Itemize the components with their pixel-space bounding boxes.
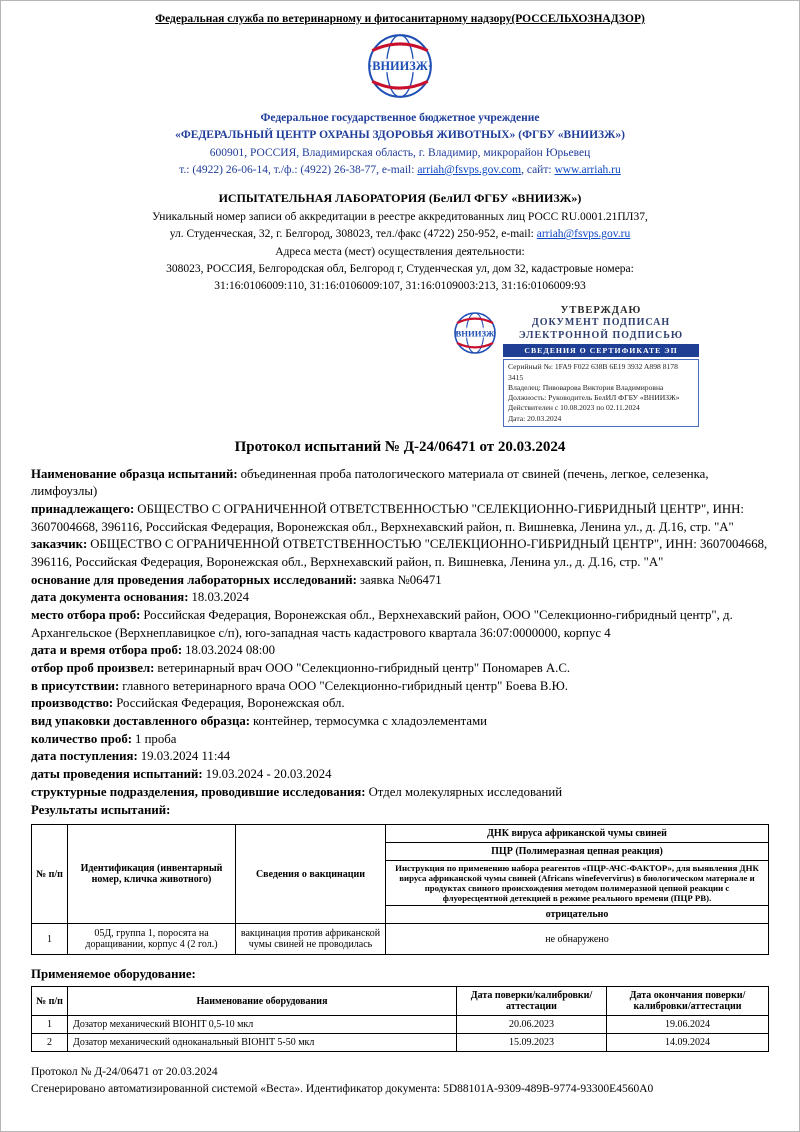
footer-protocol-ref: Протокол № Д-24/06471 от 20.03.2024	[31, 1066, 218, 1079]
activity-address-1: 308023, РОССИЯ, Белгородская обл, Белгород г, Студенческая ул, дом 32, кадастровые номера:	[166, 262, 634, 275]
field-value: главного ветеринарного врача ООО "Селекционно-гибридный центр" Боева В.Ю.	[122, 678, 568, 693]
field-production	[31, 695, 769, 713]
vniizh-logo-icon	[31, 29, 769, 108]
field-value: 18.03.2024	[191, 590, 250, 605]
contacts-mid: , сайт:	[521, 163, 555, 176]
result-row-identification: 05Д, группа 1, поросята на доращивании, корпус 4 (2 гол.)	[68, 924, 236, 955]
lab-email-link[interactable]: arriah@fsvps.gov.ru	[536, 228, 631, 241]
field-departments	[31, 784, 769, 802]
result-row-result: не обнаружено	[386, 924, 769, 955]
footer-generated-by: Сгенерировано автоматизированной системой «Веста». Идентификатор документа: 5D88101A-9309-489B-9774-93300E4560A0	[31, 1083, 654, 1096]
institution-email-link[interactable]: arriah@fsvps.gov.com	[417, 163, 522, 176]
equipment-row-date: 15.09.2023	[457, 1034, 607, 1052]
field-value: ОБЩЕСТВО С ОГРАНИЧЕННОЙ ОТВЕТСТВЕННОСТЬЮ "СЕЛЕКЦИОННО-ГИБРИДНЫЙ ЦЕНТР", ИНН: 3607004668, 396116, Российская Федерация, Воронежская обл., Верхнехавский район, п. Вишневка, Ленина ул., д. Д.16, стр. "А"	[31, 537, 768, 570]
field-sampling-datetime	[31, 642, 769, 660]
stamp-validity: Действителен с 10.08.2023 по 02.11.2024	[508, 403, 640, 413]
field-basis-date	[31, 589, 769, 607]
result-row-vaccination: вакцинация против африканской чумы свиней не проводилась	[236, 924, 386, 955]
field-value: Российская Федерация, Воронежская обл., Верхнехавский район, ООО "Селекционно-гибридный центр", д. Архангельское (Верхнеплавицкое с/п), юго-западная часть кадастрового квартала 36:07:0000000, корпус 4	[31, 608, 733, 640]
field-value: ветеринарный врач ООО "Селекционно-гибридный центр" Пономарев А.С.	[157, 660, 571, 675]
stamp-logo-icon	[451, 305, 503, 362]
results-pcr-header: ПЦР (Полимеразная цепная реакция)	[386, 843, 769, 861]
field-sample-count	[31, 731, 769, 749]
stamp-date: Дата: 20.03.2024	[508, 413, 562, 423]
contacts-prefix: т.: (4922) 26-06-14, т./ф.: (4922) 26-38-77, e-mail:	[179, 163, 418, 176]
institution-type: Федеральное государственное бюджетное учреждение	[260, 112, 540, 124]
field-label: количество проб:	[31, 731, 132, 746]
stamp-signed-line1: ДОКУМЕНТ ПОДПИСАН	[531, 317, 671, 329]
accreditation-line: Уникальный номер записи об аккредитации в реестре аккредитованных лиц РОСС RU.0001.21ПЛ37,	[152, 211, 648, 223]
field-sample-name	[31, 466, 769, 501]
institution-block	[31, 110, 769, 179]
results-col-num-header: № п/п	[32, 825, 68, 924]
field-value: 19.03.2024 11:44	[140, 749, 231, 764]
field-label: структурные подразделения, проводившие исследования:	[31, 784, 366, 799]
logo-text: ВНИИЗЖ	[372, 59, 428, 74]
activity-address-2: 31:16:0106009:110, 31:16:0106009:107, 31:16:0109003:213, 31:16:0106009:93	[214, 280, 586, 292]
field-value: 18.03.2024 08:00	[185, 643, 276, 658]
digital-signature-stamp	[451, 305, 699, 427]
field-value: объединенная проба патологического материала от свиней (печень, легкое, селезенка, лимфоузлы)	[31, 466, 709, 499]
field-label: Наименование образца испытаний:	[31, 466, 238, 481]
field-label: заказчик:	[31, 537, 88, 552]
field-label: дата поступления:	[31, 749, 138, 764]
field-sampled-by	[31, 660, 769, 678]
stamp-certificate-details	[503, 359, 699, 427]
results-header-row	[32, 825, 769, 843]
document-title: Протокол испытаний № Д-24/06471 от 20.03.2024	[234, 438, 566, 455]
field-label: дата документа основания:	[31, 590, 189, 605]
field-value: Российская Федерация, Воронежская обл.	[116, 696, 345, 711]
stamp-signed-line2: ЭЛЕКТРОННОЙ ПОДПИСЬЮ	[518, 330, 684, 342]
field-packaging	[31, 713, 769, 731]
lab-address-prefix: ул. Студенческая, 32, г. Белгород, 308023, тел./факс (4722) 250-952, e-mail:	[169, 228, 537, 241]
stamp-serial: Серийный №: 1FA9 F022 638B 6E19 3932 A898 8178 3415	[508, 362, 678, 382]
document-footer	[31, 1064, 769, 1099]
field-label: вид упаковки доставленного образца:	[31, 713, 250, 728]
field-value: контейнер, термосумка с хладоэлементами	[252, 713, 488, 728]
protocol-fields	[31, 466, 769, 818]
field-owner	[31, 501, 769, 536]
equipment-row-num: 1	[32, 1016, 68, 1034]
field-basis	[31, 572, 769, 590]
stamp-approve: УТВЕРЖДАЮ	[560, 305, 642, 317]
result-row-num: 1	[32, 924, 68, 955]
field-label: дата и время отбора проб:	[31, 643, 183, 658]
agency-header: Федеральная служба по ветеринарному и фитосанитарному надзору(РОССЕЛЬХОЗНАДЗОР)	[155, 13, 645, 25]
results-norm-header: отрицательно	[386, 906, 769, 924]
equipment-section-label: Применяемое оборудование:	[31, 967, 196, 982]
table-row	[32, 1034, 769, 1052]
results-section-label: Результаты испытаний:	[31, 803, 171, 818]
results-method-header: Инструкция по применению набора реагентов «ПЦР-АЧС-ФАКТОР», для выявления ДНК вируса африканской чумы свиней (Africans winefevervirus) в биологическом материале и продуктах свиного происхождения методом полимеразной цепной реакции с флуоресцентной детекцией в режиме реального времени (ПЦР РВ).	[386, 861, 769, 906]
equipment-col-num-header: № п/п	[32, 987, 68, 1016]
field-testing-dates	[31, 766, 769, 784]
institution-contacts	[31, 162, 769, 179]
laboratory-block	[31, 189, 769, 295]
equipment-row-enddate: 14.09.2024	[607, 1034, 769, 1052]
equipment-row-name: Дозатор механический BIOHIT 0,5-10 мкл	[68, 1016, 457, 1034]
institution-name: «ФЕДЕРАЛЬНЫЙ ЦЕНТР ОХРАНЫ ЗДОРОВЬЯ ЖИВОТНЫХ» (ФГБУ «ВНИИЗЖ»)	[175, 129, 625, 142]
equipment-table	[31, 986, 769, 1052]
equipment-header-row	[32, 987, 769, 1016]
results-table	[31, 824, 769, 955]
equipment-row-date: 20.06.2023	[457, 1016, 607, 1034]
table-row	[32, 924, 769, 955]
results-col-id-header: Идентификация (инвентарный номер, кличка животного)	[68, 825, 236, 924]
lab-title: ИСПЫТАТЕЛЬНАЯ ЛАБОРАТОРИЯ (БелИЛ ФГБУ «ВНИИЗЖ»)	[218, 191, 582, 205]
equipment-row-num: 2	[32, 1034, 68, 1052]
field-value: ОБЩЕСТВО С ОГРАНИЧЕННОЙ ОТВЕТСТВЕННОСТЬЮ "СЕЛЕКЦИОННО-ГИБРИДНЫЙ ЦЕНТР", ИНН: 3607004668, 396116, Российская Федерация, Воронежская обл., Верхнехавский район, п. Вишневка, Ленина ул., д. Д.16, стр. "А"	[31, 502, 744, 534]
field-customer	[31, 536, 769, 571]
field-label: производство:	[31, 696, 114, 711]
field-value: Отдел молекулярных исследований	[368, 784, 563, 799]
stamp-owner: Владелец: Пивоварова Виктория Владимировна	[508, 382, 664, 392]
equipment-row-enddate: 19.06.2024	[607, 1016, 769, 1034]
activity-addresses-label: Адреса места (мест) осуществления деятельности:	[275, 245, 525, 258]
field-received-date	[31, 748, 769, 766]
institution-address: 600901, РОССИЯ, Владимирская область, г. Владимир, микрорайон Юрьевец	[209, 146, 591, 159]
equipment-col-date-header: Дата поверки/калибровки/аттестации	[457, 987, 607, 1016]
field-sampling-place	[31, 607, 769, 642]
stamp-cert-bar: СВЕДЕНИЯ О СЕРТИФИКАТЕ ЭП	[503, 344, 699, 357]
table-row	[32, 1016, 769, 1034]
field-value: заявка №06471	[359, 572, 442, 587]
field-label: даты проведения испытаний:	[31, 766, 203, 781]
field-label: основание для проведения лабораторных исследований:	[31, 572, 357, 587]
equipment-col-name-header: Наименование оборудования	[68, 987, 457, 1016]
field-value: 1 проба	[134, 731, 177, 746]
website-link[interactable]: www.arriah.ru	[554, 163, 621, 176]
field-label: отбор проб произвел:	[31, 660, 155, 675]
equipment-col-enddate-header: Дата окончания поверки/калибровки/аттестации	[607, 987, 769, 1016]
stamp-logo-text: ВНИИЗЖ	[455, 328, 495, 339]
equipment-row-name: Дозатор механический одноканальный BIOHIT 5-50 мкл	[68, 1034, 457, 1052]
field-label: принадлежащего:	[31, 502, 135, 517]
results-col-vaccination-header: Сведения о вакцинации	[236, 825, 386, 924]
field-label: место отбора проб:	[31, 608, 141, 622]
field-value: 19.03.2024 - 20.03.2024	[205, 766, 332, 781]
results-dna-header: ДНК вируса африканской чумы свиней	[386, 825, 769, 843]
field-witness	[31, 678, 769, 696]
stamp-position: Должность: Руководитель БелИЛ ФГБУ «ВНИИЗЖ»	[508, 393, 680, 402]
field-label: в присутствии:	[31, 678, 120, 693]
lab-address-line	[31, 226, 769, 243]
